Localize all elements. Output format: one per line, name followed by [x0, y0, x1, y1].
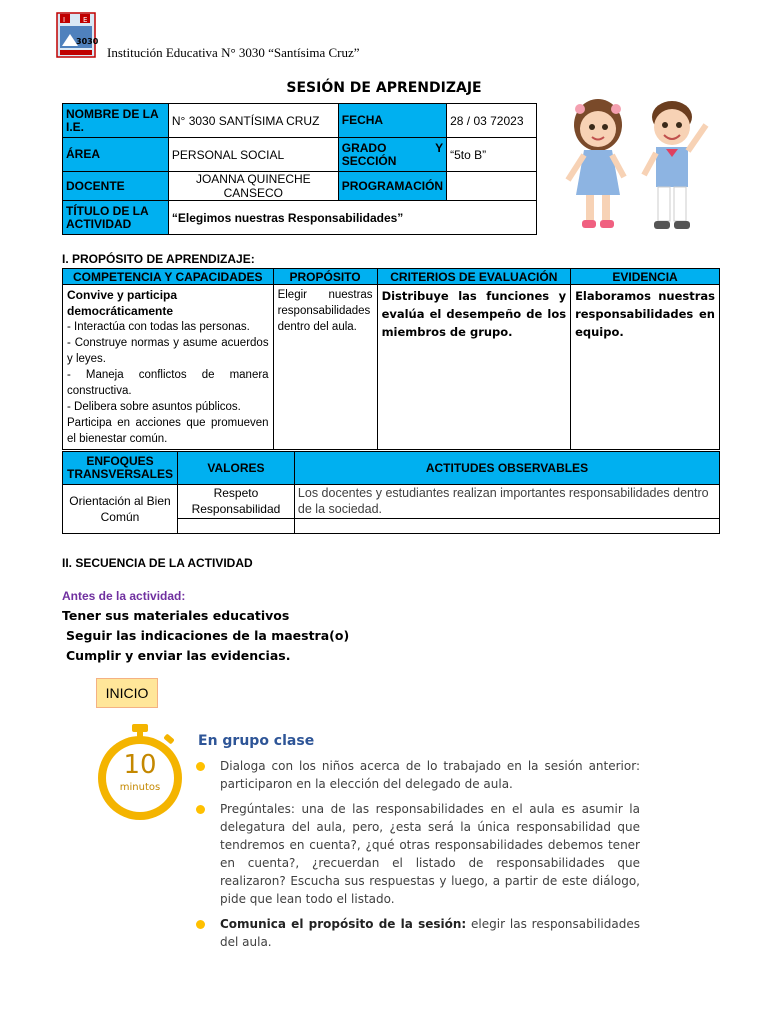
school-logo-icon — [56, 12, 99, 58]
list-item — [202, 757, 640, 793]
competencia-title: Convive y participa democráticamente — [67, 288, 178, 318]
bullet-text: Pregúntales: una de las responsabilidades en el aula es asumir la delegatura del aula, pero, ¿esta será la única responsabilidad que tendremos en cuenta?, ¿qué otras responsabilidades debemos tener en cuenta?, ¿recuerdan el listado de responsabilidades que realizaron? Escucha sus respuestas y luego, a partir de este diálogo, pide que lean todo el listado. — [220, 802, 640, 906]
programacion-value — [447, 172, 537, 201]
sequence-heading: II. SECUENCIA DE LA ACTIVIDAD — [62, 556, 253, 570]
svg-text:E: E — [83, 16, 88, 24]
competencia-extra: Participa en acciones que promueven el bienestar común. — [67, 417, 269, 445]
valor-item: Responsabilidad — [191, 502, 281, 517]
timer-number: 10 — [123, 750, 157, 780]
valores-cell — [177, 485, 294, 519]
bullet-rest: elegir las responsabilidades del aula. — [220, 917, 640, 949]
children-illustration — [550, 95, 720, 245]
actitud-cell: Los docentes y estudiantes realizan importantes responsabilidades dentro de la sociedad. — [294, 485, 719, 519]
competencia-cell — [63, 285, 274, 450]
table-row — [63, 485, 720, 519]
fecha-label: FECHA — [338, 104, 446, 138]
antes-item: Seguir las indicaciones de la maestra(o) — [66, 628, 350, 643]
timer-unit: minutos — [119, 782, 161, 793]
empty-cell — [294, 518, 719, 533]
grupo-title: En grupo clase — [198, 733, 315, 749]
grado-label — [338, 138, 446, 172]
svg-text:I: I — [63, 16, 66, 24]
valor-item: Respeto — [213, 486, 259, 501]
purpose-heading: I. PROPÓSITO DE APRENDIZAJE: — [62, 252, 255, 266]
table-header-row — [63, 269, 720, 285]
titulo-value: “Elegimos nuestras Responsabilidades” — [168, 201, 536, 235]
docente-value: JOANNA QUINECHE CANSECO — [168, 172, 338, 201]
purpose-table — [62, 268, 720, 450]
criterios-cell: Distribuye las funciones y evalúa el desempeño de los miembros de grupo. — [377, 285, 571, 450]
header-actitudes: ACTITUDES OBSERVABLES — [294, 452, 719, 485]
header-valores: VALORES — [177, 452, 294, 485]
enfoque-cell: Orientación al Bien Común — [63, 485, 178, 534]
capacidad-item: - Construye normas y asume acuerdos y leyes. — [67, 337, 269, 365]
inicio-label: INICIO — [96, 678, 158, 708]
list-item — [202, 915, 640, 951]
programacion-label: PROGRAMACIÓN — [338, 172, 446, 201]
values-table — [62, 451, 720, 534]
bullet-icon — [196, 920, 205, 929]
ie-value: N° 3030 SANTÍSIMA CRUZ — [168, 104, 338, 138]
capacidad-item: - Delibera sobre asuntos públicos. — [67, 401, 241, 413]
bullet-icon — [196, 762, 205, 771]
docente-label: DOCENTE — [63, 172, 169, 201]
header-proposito: PROPÓSITO — [273, 269, 377, 285]
bullet-text — [220, 915, 640, 951]
antes-item: Cumplir y enviar las evidencias. — [66, 648, 291, 663]
bullet-bold: Comunica el propósito de la sesión: — [220, 917, 467, 931]
bullet-text: Dialoga con los niños acerca de lo trabajado en la sesión anterior: participaron en la elección del delegado de aula. — [220, 759, 640, 791]
header-evidencia: EVIDENCIA — [571, 269, 720, 285]
seccion-label-text: SECCIÓN — [341, 153, 397, 168]
list-item — [202, 800, 640, 908]
info-table — [62, 103, 537, 235]
table-row — [63, 201, 537, 235]
institution-name: Institución Educativa N° 3030 “Santísima Cruz” — [107, 45, 360, 60]
header-competencia: COMPETENCIA Y CAPACIDADES — [63, 269, 274, 285]
table-header-row — [63, 452, 720, 485]
evidencia-cell: Elaboramos nuestras responsabilidades en equipo. — [571, 285, 720, 450]
area-label: ÁREA — [63, 138, 169, 172]
proposito-cell: Elegir nuestras responsabilidades dentro del aula. — [273, 285, 377, 450]
page-title: SESIÓN DE APRENDIZAJE — [286, 80, 482, 96]
empty-cell — [177, 518, 294, 533]
antes-label: Antes de la actividad: — [62, 589, 186, 603]
table-row — [63, 172, 537, 201]
table-row — [63, 285, 720, 450]
fecha-value: 28 / 03 72023 — [447, 104, 537, 138]
area-value: PERSONAL SOCIAL — [168, 138, 338, 172]
titulo-label: TÍTULO DE LA ACTIVIDAD — [63, 201, 169, 235]
grado-value: “5to B” — [447, 138, 537, 172]
capacidad-item: - Interactúa con todas las personas. — [67, 321, 250, 333]
stopwatch-icon — [94, 722, 186, 822]
ie-label: NOMBRE DE LA I.E. — [63, 104, 169, 138]
grado-label-y: Y — [435, 140, 444, 155]
grado-label-text: GRADO — [341, 140, 387, 155]
antes-item: Tener sus materiales educativos — [62, 608, 290, 623]
header-enfoques: ENFOQUES TRANSVERSALES — [63, 452, 178, 485]
svg-text:3030: 3030 — [76, 37, 99, 46]
header-criterios: CRITERIOS DE EVALUACIÓN — [377, 269, 571, 285]
bullet-icon — [196, 805, 205, 814]
table-row — [63, 104, 537, 138]
table-row — [63, 138, 537, 172]
capacidad-item: - Maneja conflictos de manera constructiva. — [67, 369, 269, 397]
